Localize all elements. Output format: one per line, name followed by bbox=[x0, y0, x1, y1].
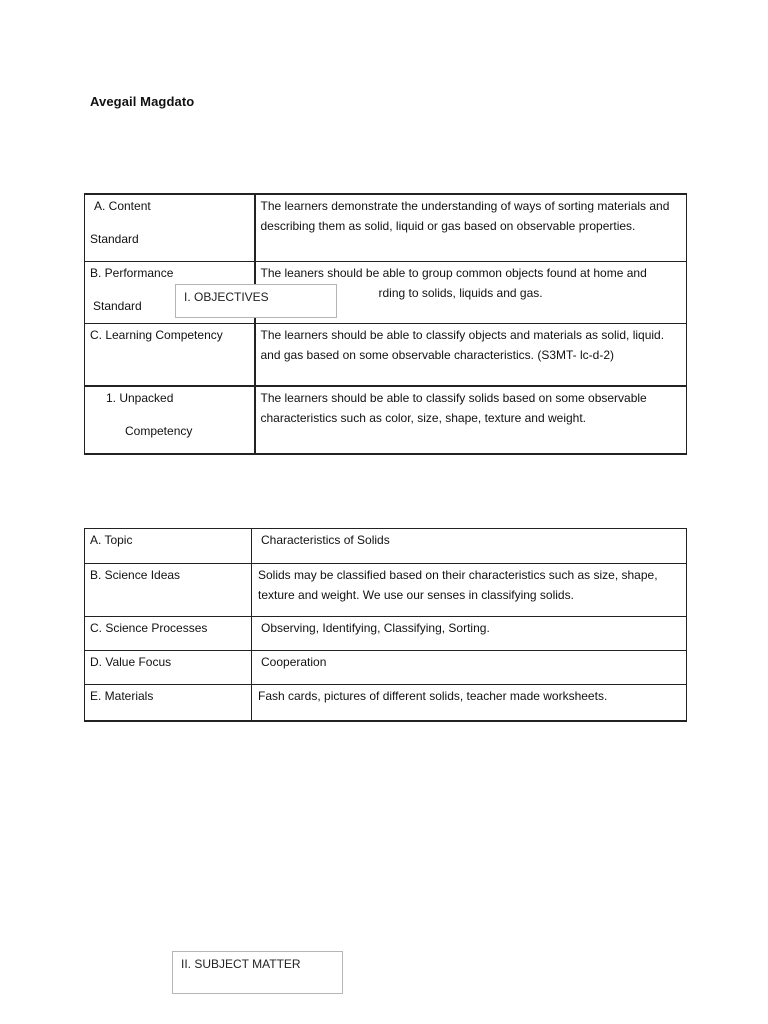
table-row bbox=[85, 564, 687, 617]
row-label-science-processes: C. Science Processes bbox=[85, 617, 252, 651]
science-processes-value: Observing, Identifying, Classifying, Sorting. bbox=[252, 617, 687, 651]
label-line: A. Content bbox=[94, 199, 151, 213]
science-ideas-value: Solids may be classified based on their characteristics such as size, shape, texture and weight. We use our senses in classifying solids. bbox=[252, 564, 687, 617]
label-line: Standard bbox=[93, 298, 142, 313]
subject-matter-table bbox=[84, 528, 687, 722]
table-row bbox=[85, 194, 687, 261]
label-line: B. Performance bbox=[90, 265, 174, 280]
label-line: C. Learning Competency bbox=[90, 327, 223, 342]
row-label-topic: A. Topic bbox=[85, 529, 252, 564]
table-row bbox=[85, 386, 687, 454]
label-line: Standard bbox=[90, 232, 139, 246]
row-label-science-ideas: B. Science Ideas bbox=[85, 564, 252, 617]
row-label-unpacked-competency bbox=[85, 386, 255, 454]
subject-matter-heading: II. SUBJECT MATTER bbox=[172, 951, 343, 994]
row-label-materials: E. Materials bbox=[85, 685, 252, 721]
objectives-heading: I. OBJECTIVES bbox=[175, 284, 337, 318]
table-row bbox=[85, 617, 687, 651]
performance-text-part1: The leaners should be able to group common objects found at home and bbox=[260, 265, 647, 280]
table-row bbox=[85, 685, 687, 721]
value-focus-value: Cooperation bbox=[252, 651, 687, 685]
table-row bbox=[85, 323, 687, 386]
table-row bbox=[85, 651, 687, 685]
materials-value: Fash cards, pictures of different solids, teacher made worksheets. bbox=[252, 685, 687, 721]
topic-value: Characteristics of Solids bbox=[252, 529, 687, 564]
objectives-table bbox=[84, 193, 687, 455]
row-label-value-focus: D. Value Focus bbox=[85, 651, 252, 685]
performance-text-part2: rding to solids, liquids and gas. bbox=[378, 285, 543, 300]
label-line: Competency bbox=[125, 424, 193, 438]
row-label-learning-competency bbox=[85, 323, 255, 386]
table-row bbox=[85, 529, 687, 564]
content-standard-text: The learners demonstrate the understanding of ways of sorting materials and describing them as solid, liquid or gas based on observable properties. bbox=[255, 194, 687, 261]
learning-competency-text: The learners should be able to classify objects and materials as solid, liquid. and gas based on some observable characteristics. (S3MT- lc-d-2) bbox=[255, 323, 687, 386]
row-label-content-standard bbox=[85, 194, 255, 261]
author-name: Avegail Magdato bbox=[90, 94, 195, 109]
unpacked-competency-text: The learners should be able to classify solids based on some observable characteristics such as color, size, shape, texture and weight. bbox=[255, 386, 687, 454]
label-line: 1. Unpacked bbox=[106, 391, 174, 405]
